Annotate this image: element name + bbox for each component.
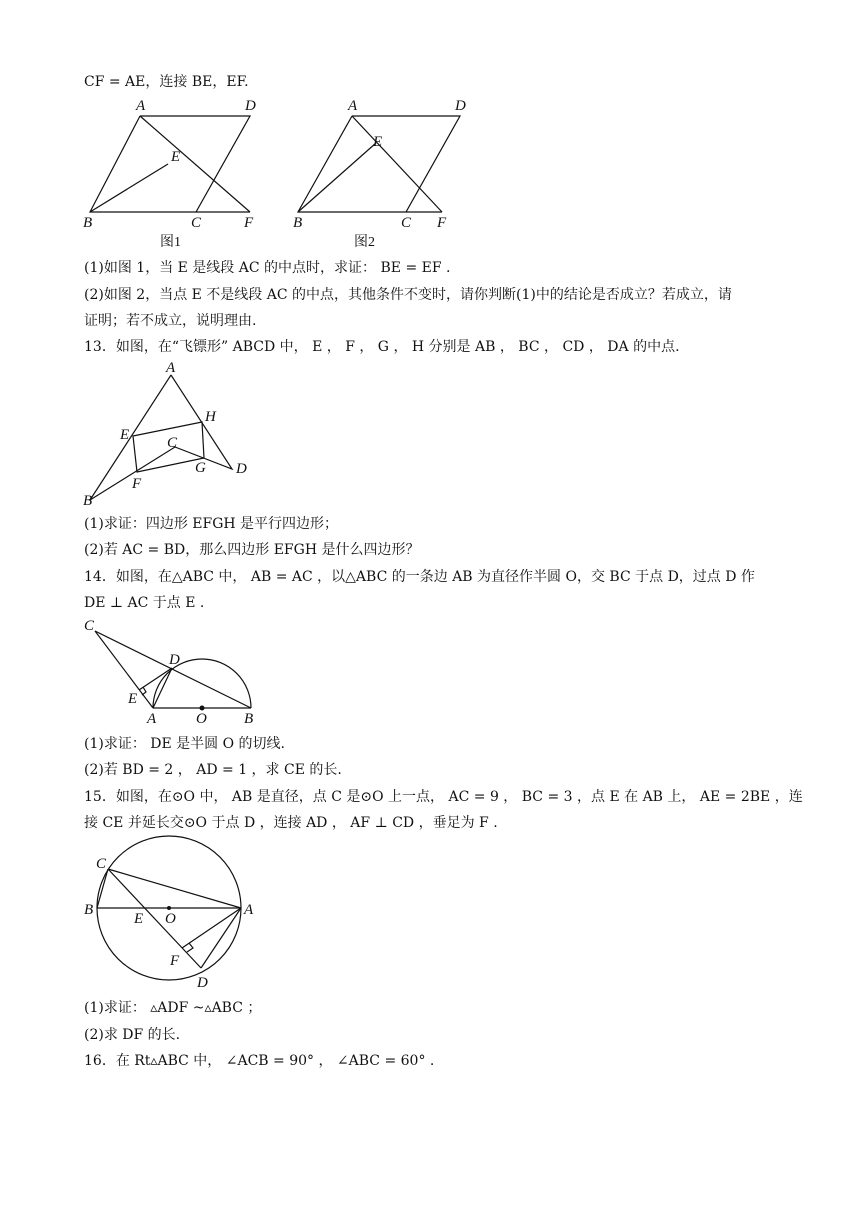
text-line-q15-part2: (2)求 DF 的长. xyxy=(84,1027,181,1043)
fig2-caption: 图2 xyxy=(354,235,375,250)
text-line-q15-stem-cont: 接 CE 并延长交⊙O 于点 D ，连接 AD ， AF ⊥ CD ，垂足为 F . xyxy=(84,815,498,831)
fig2-label-e: E xyxy=(373,134,383,150)
text-line-q14-part1: (1)求证： DE 是半圆 O 的切线. xyxy=(84,736,286,752)
text-line-q13-stem: 13．如图，在“飞镖形” ABCD 中， E ， F ， G ， H 分别是 AB ， BC ， CD ， DA 的中点. xyxy=(84,339,680,355)
fig13-label-a: A xyxy=(166,360,176,376)
fig15-center-dot xyxy=(167,906,171,910)
fig1-label-a: A xyxy=(136,98,146,114)
fig14-label-o: O xyxy=(196,711,207,727)
fig13-label-b: B xyxy=(83,493,93,509)
fig1-label-f: F xyxy=(244,215,254,231)
fig14-label-c: C xyxy=(84,618,95,634)
text-line-q14-stem: 14．如图，在△ABC 中， AB = AC ，以△ABC 的一条边 AB 为直径作半圆 O，交 BC 于点 D，过点 D 作 xyxy=(84,569,755,585)
text-line-q16-stem: 16．在 Rt▵ABC 中， ∠ACB = 90° ， ∠ABC = 60° . xyxy=(84,1053,435,1069)
fig15-label-a: A xyxy=(244,902,254,918)
fig1-label-e: E xyxy=(171,149,181,165)
text-line-q15-part1: (1)求证： ▵ADF ~▵ABC ； xyxy=(84,1000,262,1016)
text-line-q12-part1: (1)如图 1，当 E 是线段 AC 的中点时，求证： BE = EF . xyxy=(84,260,451,276)
fig15-label-c: C xyxy=(96,856,107,872)
figure-q14 xyxy=(80,614,280,729)
fig14-label-a: A xyxy=(147,711,157,727)
fig13-label-e: E xyxy=(120,427,130,443)
text-line-q15-stem: 15．如图，在⊙O 中， AB 是直径，点 C 是⊙O 上一点， AC = 9 ， BC = 3 ，点 E 在 AB 上， AE = 2BE ，连 xyxy=(84,789,803,805)
text-line-q14-part2: (2)若 BD = 2 ， AD = 1 ，求 CE 的长. xyxy=(84,762,342,778)
fig14-label-b: B xyxy=(244,711,254,727)
text-line-q14-stem-cont: DE ⊥ AC 于点 E . xyxy=(84,595,205,611)
fig14-center-dot xyxy=(200,706,205,711)
fig15-label-e: E xyxy=(134,911,144,927)
text-line-q13-part2: (2)若 AC = BD，那么四边形 EFGH 是什么四边形？ xyxy=(84,542,420,558)
fig1-label-c: C xyxy=(191,215,202,231)
fig2-label-b: B xyxy=(293,215,303,231)
fig1-label-d: D xyxy=(245,98,256,114)
fig15-label-d: D xyxy=(197,975,208,991)
fig13-label-h: H xyxy=(205,409,216,425)
fig15-label-o: O xyxy=(165,911,176,927)
fig13-label-g: G xyxy=(195,460,206,476)
text-line-q12-part2-cont: 证明；若不成立，说明理由. xyxy=(84,313,257,329)
fig13-label-f: F xyxy=(132,476,142,492)
figure-q15 xyxy=(80,834,270,994)
fig14-label-d: D xyxy=(169,652,180,668)
fig15-label-b: B xyxy=(84,902,94,918)
fig2-label-f: F xyxy=(437,215,447,231)
fig1-label-b: B xyxy=(83,215,93,231)
fig2-label-d: D xyxy=(455,98,466,114)
fig13-label-d: D xyxy=(236,461,247,477)
fig2-label-c: C xyxy=(401,215,412,231)
fig13-label-c: C xyxy=(167,435,178,451)
text-line-q12-cont: CF = AE，连接 BE，EF. xyxy=(84,74,249,90)
fig14-label-e: E xyxy=(128,691,138,707)
fig1-caption: 图1 xyxy=(160,235,181,250)
figure-q12 xyxy=(80,95,480,255)
fig2-label-a: A xyxy=(348,98,358,114)
fig15-label-f: F xyxy=(170,953,180,969)
figure-q13 xyxy=(80,358,270,513)
text-line-q13-part1: (1)求证：四边形 EFGH 是平行四边形； xyxy=(84,516,339,532)
text-line-q12-part2: (2)如图 2，当点 E 不是线段 AC 的中点，其他条件不变时，请你判断(1)中的结论是否成立？若成立，请 xyxy=(84,287,732,303)
